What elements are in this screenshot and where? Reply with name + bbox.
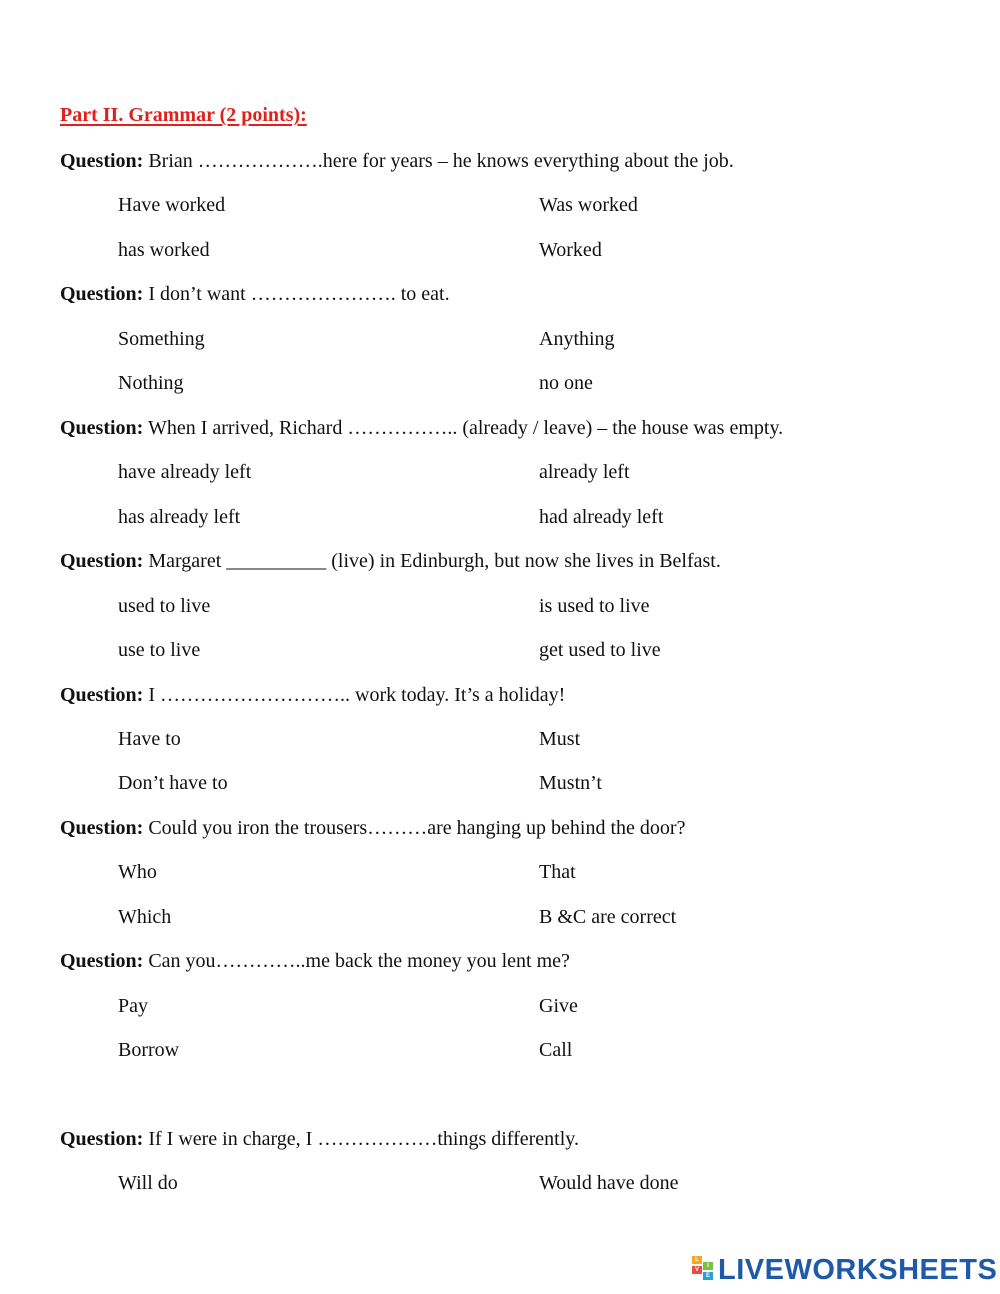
option-7d[interactable]: Call — [539, 1039, 573, 1061]
option-1d[interactable]: Worked — [539, 239, 602, 261]
question-6 — [60, 816, 685, 840]
option-5b[interactable]: Must — [539, 728, 581, 750]
question-text: When I arrived, Richard …………….. (already / leave) – the house was empty. — [143, 417, 784, 439]
logo-text: LIVEWORKSHEETS — [718, 1253, 998, 1286]
option-4c[interactable]: use to live — [118, 639, 201, 661]
liveworksheets-logo — [692, 1254, 997, 1286]
option-1b[interactable]: Was worked — [539, 194, 638, 216]
question-text: Brian ……………….here for years – he knows everything about the job. — [143, 150, 734, 172]
option-6a[interactable]: Who — [118, 861, 157, 883]
question-label: Question: — [60, 950, 144, 972]
question-4 — [60, 549, 721, 573]
option-2b[interactable]: Anything — [539, 328, 615, 350]
option-2a[interactable]: Something — [118, 328, 205, 350]
question-label: Question: — [60, 417, 144, 439]
question-1 — [60, 149, 734, 173]
option-8a[interactable]: Will do — [118, 1172, 178, 1194]
question-text: I ……………………….. work today. It’s a holiday! — [143, 684, 566, 706]
option-1a[interactable]: Have worked — [118, 194, 226, 216]
option-7c[interactable]: Borrow — [118, 1039, 180, 1061]
question-8 — [60, 1127, 579, 1151]
section-heading: Part II. Grammar (2 points): — [60, 104, 307, 126]
question-3 — [60, 416, 783, 440]
logo-block-v: V — [692, 1266, 702, 1274]
logo-block-e: E — [703, 1272, 713, 1280]
option-4b[interactable]: is used to live — [539, 595, 650, 617]
question-2 — [60, 282, 450, 306]
question-text: Can you…………..me back the money you lent me? — [143, 950, 570, 972]
option-7a[interactable]: Pay — [118, 995, 148, 1017]
question-label: Question: — [60, 283, 144, 305]
question-5 — [60, 683, 565, 707]
option-3d[interactable]: had already left — [539, 506, 664, 528]
question-text: If I were in charge, I ………………things differently. — [143, 1128, 579, 1150]
option-3a[interactable]: have already left — [118, 461, 252, 483]
liveworksheets-logo-icon — [692, 1256, 714, 1284]
option-2d[interactable]: no one — [539, 372, 593, 394]
option-6b[interactable]: That — [539, 861, 576, 883]
question-text: I don’t want …………………. to eat. — [143, 283, 450, 305]
option-5c[interactable]: Don’t have to — [118, 772, 228, 794]
option-6c[interactable]: Which — [118, 906, 172, 928]
option-1c[interactable]: has worked — [118, 239, 210, 261]
option-5d[interactable]: Mustn’t — [539, 772, 602, 794]
logo-block-l: L — [692, 1256, 702, 1264]
question-text: Could you iron the trousers………are hanging up behind the door? — [143, 817, 686, 839]
option-6d[interactable]: B &C are correct — [539, 906, 677, 928]
question-label: Question: — [60, 817, 144, 839]
option-3c[interactable]: has already left — [118, 506, 241, 528]
option-7b[interactable]: Give — [539, 995, 578, 1017]
question-text: Margaret __________ (live) in Edinburgh, but now she lives in Belfast. — [143, 550, 721, 572]
question-label: Question: — [60, 150, 144, 172]
question-label: Question: — [60, 684, 144, 706]
question-label: Question: — [60, 1128, 144, 1150]
question-label: Question: — [60, 550, 144, 572]
option-2c[interactable]: Nothing — [118, 372, 184, 394]
option-4d[interactable]: get used to live — [539, 639, 661, 661]
option-3b[interactable]: already left — [539, 461, 630, 483]
option-8b[interactable]: Would have done — [539, 1172, 679, 1194]
logo-block-i: I — [703, 1262, 713, 1270]
option-4a[interactable]: used to live — [118, 595, 211, 617]
option-5a[interactable]: Have to — [118, 728, 181, 750]
question-7 — [60, 949, 570, 973]
